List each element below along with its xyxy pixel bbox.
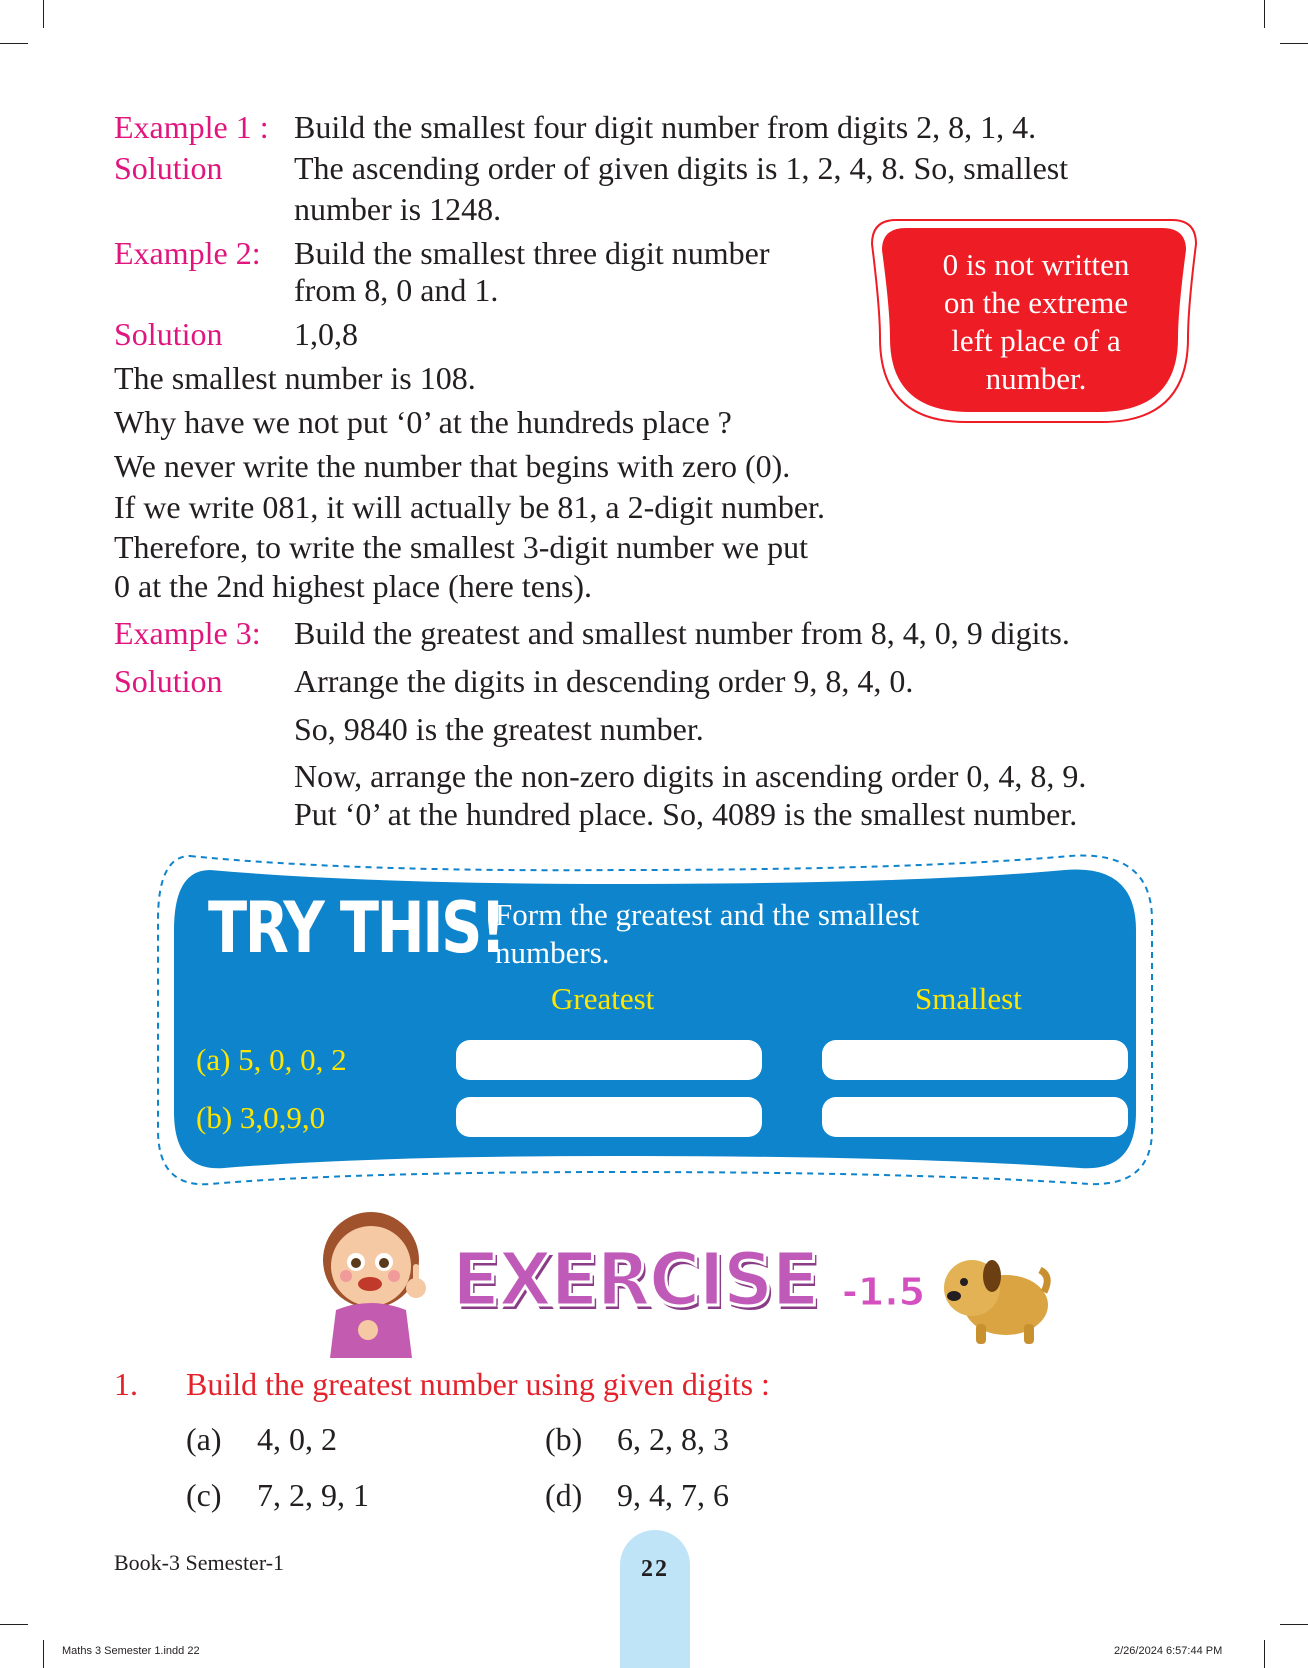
part-digits: 7, 2, 9, 1 [257,1477,369,1513]
example-2-line: from 8, 0 and 1. [294,272,499,308]
question-text: Build the greatest number using given digits : [186,1366,770,1402]
note-line: number. [985,361,1087,396]
answer-box-a-greatest[interactable] [456,1040,762,1080]
example-3-text: Build the greatest and smallest number from 8, 4, 0, 9 digits. [294,615,1070,651]
try-this-title: TRY THIS! [208,887,504,969]
paragraph-line: Why have we not put ‘0’ at the hundreds place ? [114,404,732,440]
example-3-label: Example 3: [114,615,261,651]
crop-mark [43,1640,44,1668]
exercise-number: -1.5 [842,1270,926,1314]
slug-timestamp: 2/26/2024 6:57:44 PM [1114,1645,1223,1657]
note-line: left place of a [951,323,1121,358]
page-number-tab [620,1530,690,1668]
greatest-column-header: Greatest [551,981,655,1016]
book-label: Book-3 Semester-1 [114,1550,285,1575]
paragraph-line: 0 at the 2nd highest place (here tens). [114,568,593,604]
solution-3-label: Solution [114,663,223,699]
crop-mark [0,43,28,44]
slug-filename: Maths 3 Semester 1.indd 22 [62,1645,200,1657]
paragraph-line: Therefore, to write the smallest 3-digit number we put [114,529,809,565]
example-2-label: Example 2: [114,235,261,271]
crop-mark [1280,43,1308,44]
part-label: (a) [186,1421,222,1457]
note-text [890,246,1182,398]
part-label: (d) [545,1477,583,1513]
solution-3-line: So, 9840 is the greatest number. [294,711,704,747]
paragraph-line: The smallest number is 108. [114,360,476,396]
note-line: 0 is not written [942,247,1130,282]
try-this-desc-line: Form the greatest and the smallest [495,897,920,932]
girl-illustration [316,1200,436,1360]
solution-1-line: number is 1248. [294,191,502,227]
solution-1-label: Solution [114,150,223,186]
part-digits: 4, 0, 2 [257,1421,337,1457]
row-a-label: (a) 5, 0, 0, 2 [196,1042,347,1077]
crop-mark [0,1624,28,1625]
try-this-description [495,896,1015,972]
example-1-label: Example 1 : [114,109,269,145]
example-1-text: Build the smallest four digit number from digits 2, 8, 1, 4. [294,109,1037,145]
crop-mark [1264,0,1265,28]
crop-mark [43,0,44,28]
solution-3-line: Now, arrange the non-zero digits in ascending order 0, 4, 8, 9. [294,758,1087,794]
crop-mark [1264,1640,1265,1668]
answer-box-a-smallest[interactable] [822,1040,1128,1080]
solution-3-line: Arrange the digits in descending order 9, 8, 4, 0. [294,663,914,699]
solution-1-line: The ascending order of given digits is 1, 2, 4, 8. So, smallest [294,150,1069,186]
part-digits: 9, 4, 7, 6 [617,1477,729,1513]
part-label: (c) [186,1477,222,1513]
note-line: on the extreme [943,285,1129,320]
exercise-title: EXERCISE [452,1237,818,1323]
solution-2-label: Solution [114,316,223,352]
paragraph-line: If we write 081, it will actually be 81, a 2-digit number. [114,489,825,525]
solution-3-line: Put ‘0’ at the hundred place. So, 4089 is the smallest number. [294,796,1078,832]
page-number: 22 [641,1556,669,1582]
row-b-label: (b) 3,0,9,0 [196,1100,326,1135]
try-this-desc-line: numbers. [495,935,610,970]
part-digits: 6, 2, 8, 3 [617,1421,729,1457]
example-2-line: Build the smallest three digit number [294,235,770,271]
part-label: (b) [545,1421,583,1457]
paragraph-line: We never write the number that begins with zero (0). [114,448,791,484]
answer-box-b-smallest[interactable] [822,1097,1128,1137]
puppy-illustration [936,1250,1051,1350]
smallest-column-header: Smallest [915,981,1022,1016]
solution-2-text: 1,0,8 [294,316,358,352]
answer-box-b-greatest[interactable] [456,1097,762,1137]
question-number: 1. [114,1366,138,1402]
crop-mark [1280,1624,1308,1625]
